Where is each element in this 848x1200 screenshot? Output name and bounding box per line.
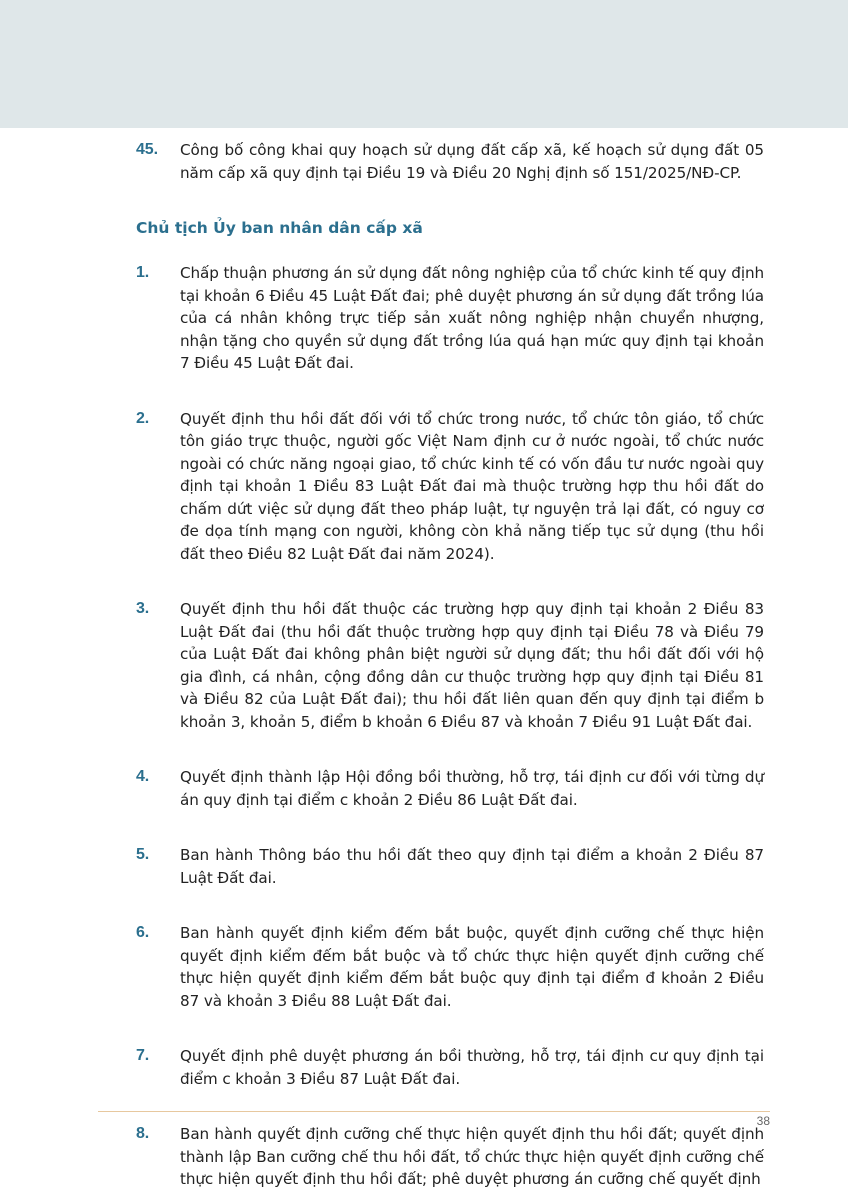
- item-text: Ban hành Thông báo thu hồi đất theo quy định tại điểm a khoản 2 Điều 87 Luật Đất đai.: [180, 846, 764, 887]
- page-number: 38: [756, 1114, 770, 1128]
- item-number: 45.: [136, 141, 158, 158]
- item-number: 4.: [136, 768, 150, 785]
- list-item: [136, 262, 764, 375]
- item-number: 6.: [136, 924, 150, 941]
- list-item: [136, 1045, 764, 1090]
- list-item: [136, 408, 764, 566]
- item-number: 3.: [136, 600, 150, 617]
- item-text: Công bố công khai quy hoạch sử dụng đất cấp xã, kế hoạch sử dụng đất 05 năm cấp xã quy định tại Điều 19 và Điều 20 Nghị định số 151/2025/NĐ-CP.: [180, 141, 764, 182]
- item-text: Ban hành quyết định kiểm đếm bắt buộc, quyết định cưỡng chế thực hiện quyết định kiểm đếm bắt buộc và tổ chức thực hiện quyết định cưỡng chế thực hiện quyết định kiểm đếm bắt buộc quy định tại điểm đ khoản 2 Điều 87 và khoản 3 Điều 88 Luật Đất đai.: [180, 924, 764, 1010]
- item-text: Quyết định thu hồi đất thuộc các trường hợp quy định tại khoản 2 Điều 83 Luật Đất đai (thu hồi đất thuộc trường hợp quy định tại Điều 78 và Điều 79 của Luật Đất đai không phân biệt người sử dụng đất; thu hồi đất đối với hộ gia đình, cá nhân, cộng đồng dân cư thuộc trường hợp quy định tại Điều 81 và Điều 82 của Luật Đất đai); thu hồi đất liên quan đến quy định tại điểm b khoản 3, khoản 5, điểm b khoản 6 Điều 87 và khoản 7 Điều 91 Luật Đất đai.: [180, 600, 764, 731]
- item-text: Quyết định thu hồi đất đối với tổ chức trong nước, tổ chức tôn giáo, tổ chức tôn giáo trực thuộc, người gốc Việt Nam định cư ở nước ngoài, tổ chức nước ngoài có chức năng ngoại giao, tổ chức kinh tế có vốn đầu tư nước ngoài quy định tại khoản 1 Điều 83 Luật Đất đai mà thuộc trường hợp thu hồi đất do chấm dứt việc sử dụng đất theo pháp luật, tự nguyện trả lại đất, có nguy cơ đe dọa tính mạng con người, không còn khả năng tiếp tục sử dụng (thu hồi đất theo Điều 82 Luật Đất đai năm 2024).: [180, 409, 764, 563]
- item-text: Quyết định phê duyệt phương án bồi thường, hỗ trợ, tái định cư quy định tại điểm c khoản 3 Điều 87 Luật Đất đai.: [180, 1047, 764, 1088]
- list-item: [136, 844, 764, 889]
- list-item: [136, 1123, 764, 1191]
- list-item: [136, 598, 764, 733]
- item-number: 8.: [136, 1125, 150, 1142]
- list-item-45: [136, 139, 764, 184]
- item-text: Chấp thuận phương án sử dụng đất nông nghiệp của tổ chức kinh tế quy định tại khoản 6 Điều 45 Luật Đất đai; phê duyệt phương án sử dụng đất trồng lúa của cá nhân không trực tiếp sản xuất nông nghiệp nhận chuyển nhượng, nhận tặng cho quyền sử dụng đất trồng lúa quá hạn mức quy định tại khoản 7 Điều 45 Luật Đất đai.: [180, 264, 764, 372]
- section-heading: Chủ tịch Ủy ban nhân dân cấp xã: [136, 219, 423, 237]
- header-band: [0, 0, 848, 128]
- item-text: Quyết định thành lập Hội đồng bồi thường, hỗ trợ, tái định cư đối với từng dự án quy định tại điểm c khoản 2 Điều 86 Luật Đất đai.: [180, 768, 764, 809]
- item-number: 2.: [136, 409, 150, 427]
- document-body: [136, 139, 764, 1191]
- list-item: [136, 922, 764, 1012]
- footer-divider: [98, 1111, 770, 1112]
- item-number: 7.: [136, 1047, 150, 1064]
- item-number: 1.: [136, 264, 150, 281]
- item-number: 5.: [136, 846, 150, 863]
- item-text: Ban hành quyết định cưỡng chế thực hiện quyết định thu hồi đất; quyết định thành lập Ban cưỡng chế thu hồi đất, tổ chức thực hiện quyết định cưỡng chế thực hiện quyết định thu hồi đất; phê duyệt phương án cưỡng chế quyết định: [180, 1125, 764, 1188]
- list-item: [136, 766, 764, 811]
